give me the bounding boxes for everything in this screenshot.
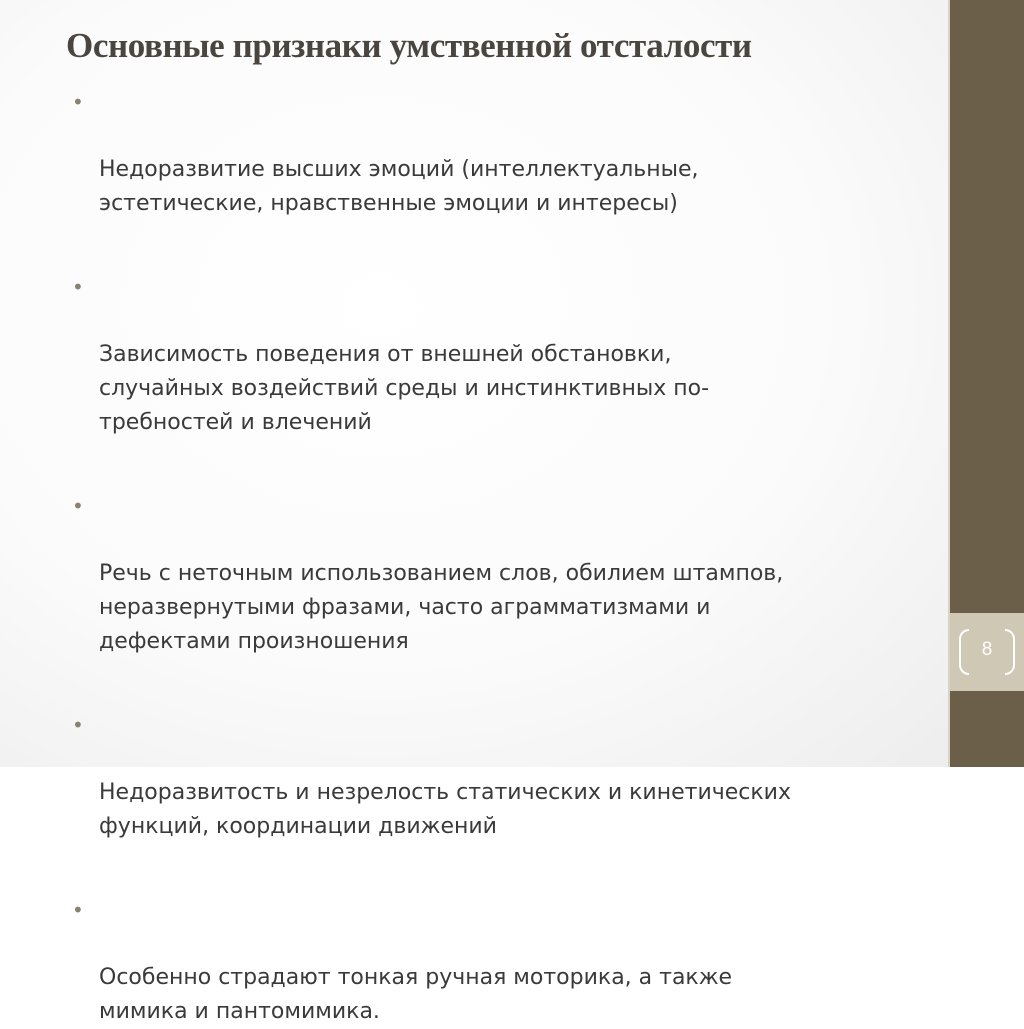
right-bracket-icon <box>1005 629 1015 675</box>
bullet-text: Недоразвитие высших эмоций (интеллектуальные, эстетические, нравственные эмоции и интересы) <box>99 157 699 216</box>
bullet-item <box>70 489 930 659</box>
bullet-icon: • <box>72 898 84 922</box>
page-number: 8 <box>981 639 993 660</box>
bullet-icon: • <box>72 494 84 518</box>
bullet-icon: • <box>72 90 84 114</box>
page-number-badge <box>950 613 1024 691</box>
bullet-item <box>70 270 930 440</box>
bullet-icon: • <box>72 713 84 737</box>
bullet-text: Речь с неточным использованием слов, обилием штампов, неразвернутыми фразами, часто аграмматизмами и дефектами произношения <box>99 561 784 654</box>
bullet-list <box>70 85 930 1029</box>
slide-title: Основные признаки умственной отсталости <box>66 26 752 65</box>
bullet-text: Зависимость поведения от внешней обстановки, случайных воздействий среды и инстинктивных по- требностей и влечений <box>99 342 710 435</box>
bullet-item <box>70 893 930 1029</box>
bullet-text: Недоразвитость и незрелость статических и кинетических функций, координации движений <box>99 780 791 839</box>
bullet-item <box>70 708 930 844</box>
bullet-icon: • <box>72 275 84 299</box>
bullet-text: Особенно страдают тонкая ручная моторика, а также мимика и пантомимика. <box>99 965 733 1024</box>
bullet-item <box>70 85 930 221</box>
